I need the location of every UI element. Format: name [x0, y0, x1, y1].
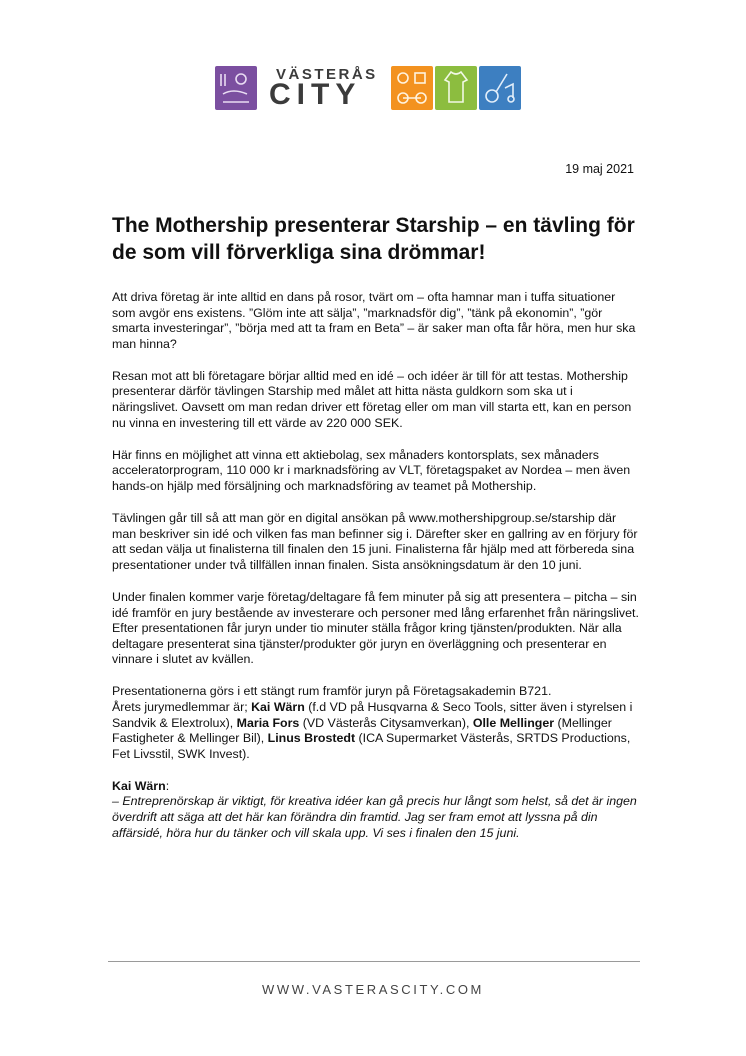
jury-paragraph: [112, 684, 642, 762]
jury-member-name: Kai Wärn: [251, 699, 305, 714]
culture-icon: [479, 66, 521, 110]
jury-member-name: Maria Fors: [236, 715, 300, 730]
footer-divider: [108, 961, 640, 962]
press-release-body: [112, 290, 642, 858]
jury-member-name: Olle Mellinger: [472, 715, 555, 730]
paragraph: Här finns en möjlighet att vinna ett aktiebolag, sex månaders kontorsplats, sex månaders acceleratorprogram, 110 000 kr i marknadsföring av VLT, företagspaket av Nordea – men även hands-on hjälp med försäljning och marknadsföring av teamet på Mothership.: [112, 447, 631, 493]
jury-location: Presentationerna görs i ett stängt rum framför juryn på Företagsakademin B721.: [112, 684, 552, 699]
quote-text: – Entreprenörskap är viktigt, för kreativa idéer kan gå precis hur långt som helst, så det är ingen överdrift att säga att det här kan förändra din framtid. Jag ser fram emot att lyssna på din affärsidé, höra hur du tänker och vill skala upp. Vi ses i finalen den 15 juni.: [112, 794, 637, 840]
press-release-title: The Mothership presenterar Starship – en tävling för de som vill förverkliga sina drömmar!: [112, 214, 635, 264]
logo-wordmark-bottom: CITY: [269, 78, 362, 111]
jury-member-desc: (ICA Supermarket Västerås, SRTDS Productions, Fet Livsstil, SWK Invest).: [112, 731, 631, 761]
paragraph: Under finalen kommer varje företag/deltagare få fem minuter på sig att presentera – pitcha – sin idé framför en jury bestående av investerare och personer med lång erfarenhet från näringslivet. Efter presentationen får juryn under tio minuter ställa frågor kring tjänsten/produkten. När alla deltagare presenterat sina tjänster/produkter gör juryn en överläggning och presenterar en vinnare i slutet av kvällen.: [112, 589, 639, 667]
jury-intro: Årets jurymedlemmar är;: [112, 699, 252, 714]
fashion-icon: [435, 66, 477, 110]
logo-wordmark-top: VÄSTERÅS: [276, 66, 378, 83]
jury-member-desc: (VD Västerås Citysamverkan),: [299, 715, 473, 730]
press-release-date: 19 maj 2021: [565, 162, 634, 176]
food-icon: [215, 66, 257, 110]
jury-member-name: Linus Brostedt: [267, 731, 356, 746]
paragraph: Tävlingen går till så att man gör en digital ansökan på www.mothershipgroup.se/starship där man beskriver sin idé och vilken fas man befinner sig i. Därefter sker en gallring av en förjury för att sedan välja ut finalisterna till finalen den 15 juni. Finalisterna får hjälp med att förbereda sina presentationer under två tillfällen innan finalen. Sista ansökningsdatum är den 10 juni.: [112, 511, 638, 572]
jury-member-desc: (Mellinger Fastigheter & Mellinger Bil),: [112, 715, 612, 746]
kids-icon: [391, 66, 433, 110]
quote-block: [112, 779, 642, 841]
quote-speaker: Kai Wärn: [112, 778, 166, 793]
jury-member-desc: (f.d VD på Husqvarna & Seco Tools, sitter även i styrelsen i Sandvik & Elextrolux),: [112, 699, 633, 730]
paragraph: Resan mot att bli företagare börjar alltid med en idé – och idéer är till för att testas. Mothership presenterar därför tävlingen Starship med målet att hitta nästa guldkorn som ska ut i näringslivet. Oavsett om man redan driver ett företag eller om man vill starta ett, kan en person nu vinna en investering till ett värde av 220 000 SEK.: [112, 368, 632, 430]
footer-website: WWW.VASTERASCITY.COM: [262, 982, 484, 997]
paragraph: Att driva företag är inte alltid en dans på rosor, tvärt om – ofta hamnar man i tuffa situationer som avgör ens existens. ”Glöm inte att sälja”, ”marknadsför dig”, ”tänk på ekonomin”, ”gör smarta investeringar”, ”börja med att ta fram en Beta” – är saker man ofta får höra, men hur ska man hinna?: [112, 290, 636, 351]
quote-colon: :: [165, 778, 170, 793]
